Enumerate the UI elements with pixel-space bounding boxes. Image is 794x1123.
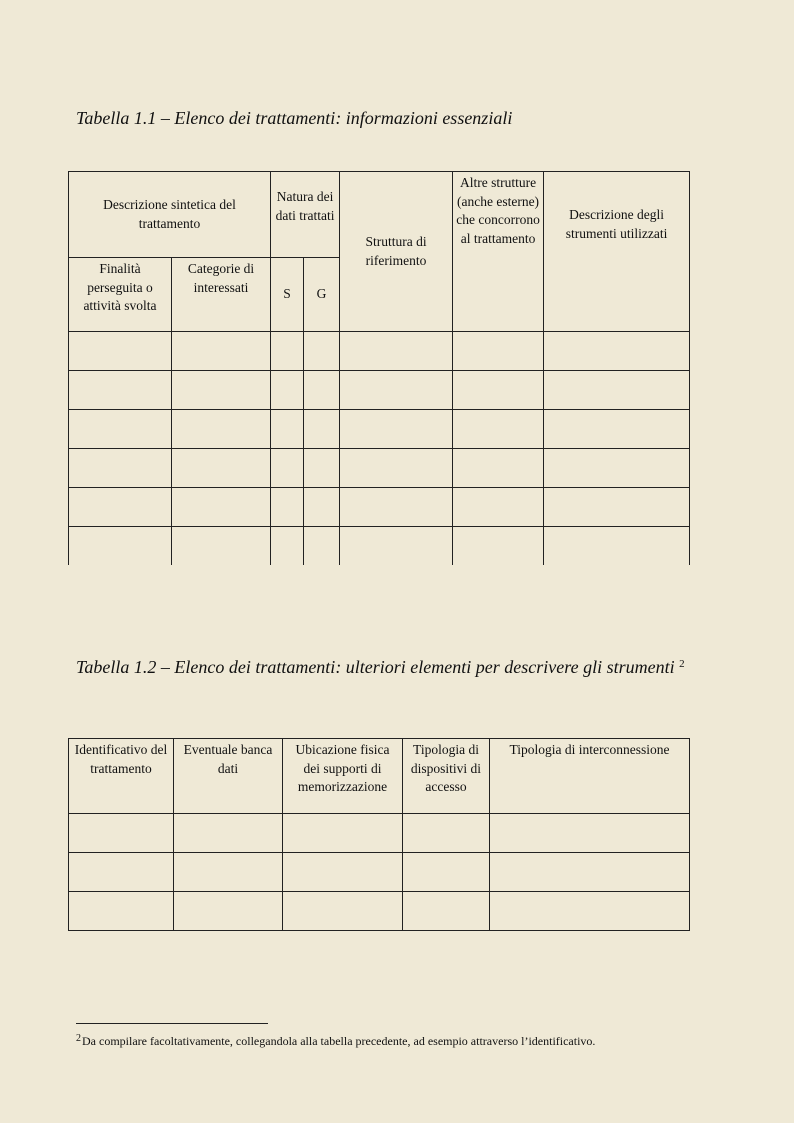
table-cell[interactable] <box>283 892 403 931</box>
table2-caption-text: Tabella 1.2 – Elenco dei trattamenti: ulteriori elementi per descrivere gli strumenti <box>76 657 675 677</box>
header-banca-dati: Eventuale banca dati <box>174 739 283 814</box>
table-row <box>69 527 690 566</box>
header-categorie: Categorie di interessati <box>172 258 271 332</box>
table-cell[interactable] <box>69 332 172 371</box>
table-cell[interactable] <box>172 449 271 488</box>
table-cell[interactable] <box>544 332 690 371</box>
table-cell[interactable] <box>453 371 544 410</box>
table-cell[interactable] <box>69 488 172 527</box>
footnote <box>76 1031 595 1049</box>
table-cell[interactable] <box>271 371 304 410</box>
table-cell[interactable] <box>174 853 283 892</box>
table-cell[interactable] <box>453 488 544 527</box>
table-cell[interactable] <box>283 853 403 892</box>
table-cell[interactable] <box>69 410 172 449</box>
table-cell[interactable] <box>304 371 340 410</box>
table-cell[interactable] <box>172 332 271 371</box>
table-cell[interactable] <box>453 410 544 449</box>
header-descrizione: Descrizione sintetica del trattamento <box>69 172 271 258</box>
table-row <box>69 371 690 410</box>
table-row <box>69 449 690 488</box>
table-cell[interactable] <box>304 332 340 371</box>
table-cell[interactable] <box>271 449 304 488</box>
table-cell[interactable] <box>271 488 304 527</box>
table-cell[interactable] <box>340 527 453 566</box>
footnote-text: Da compilare facoltativamente, collegandola alla tabella precedente, ad esempio attraverso l’identificativo. <box>82 1034 596 1048</box>
header-altre-strutture: Altre strutture (anche esterne) che concorrono al trattamento <box>453 172 544 332</box>
table-cell[interactable] <box>544 410 690 449</box>
footnote-number: 2 <box>76 1033 81 1044</box>
table-cell[interactable] <box>453 449 544 488</box>
table-cell[interactable] <box>403 814 490 853</box>
table-cell[interactable] <box>283 814 403 853</box>
table-trattamenti-essenziali <box>68 171 690 565</box>
table-cell[interactable] <box>544 527 690 566</box>
table-cell[interactable] <box>271 332 304 371</box>
header-natura: Natura dei dati trattati <box>271 172 340 258</box>
table-cell[interactable] <box>271 527 304 566</box>
table-cell[interactable] <box>69 449 172 488</box>
table-cell[interactable] <box>544 488 690 527</box>
header-tipologia-interconnessione: Tipologia di interconnessione <box>490 739 690 814</box>
table-cell[interactable] <box>69 371 172 410</box>
table-row <box>69 892 690 931</box>
table-cell[interactable] <box>69 853 174 892</box>
footnote-divider <box>76 1023 268 1024</box>
header-strumenti: Descrizione degli strumenti utilizzati <box>544 172 690 332</box>
table-cell[interactable] <box>453 527 544 566</box>
table-cell[interactable] <box>340 410 453 449</box>
footnote-reference: 2 <box>679 658 685 670</box>
table-cell[interactable] <box>69 527 172 566</box>
table-strumenti <box>68 738 690 931</box>
table-row <box>69 814 690 853</box>
table-cell[interactable] <box>403 853 490 892</box>
header-s: S <box>271 258 304 332</box>
header-identificativo: Identificativo del trattamento <box>69 739 174 814</box>
header-finalita: Finalità perseguita o attività svolta <box>69 258 172 332</box>
table-cell[interactable] <box>304 449 340 488</box>
table-cell[interactable] <box>490 853 690 892</box>
table-cell[interactable] <box>304 527 340 566</box>
table-cell[interactable] <box>174 892 283 931</box>
table-cell[interactable] <box>69 892 174 931</box>
table-cell[interactable] <box>340 371 453 410</box>
table-cell[interactable] <box>340 332 453 371</box>
table-row <box>69 410 690 449</box>
table-cell[interactable] <box>271 410 304 449</box>
table-cell[interactable] <box>172 410 271 449</box>
table-row <box>69 853 690 892</box>
table2-caption <box>76 653 716 678</box>
table-cell[interactable] <box>453 332 544 371</box>
table-cell[interactable] <box>172 488 271 527</box>
table-cell[interactable] <box>304 410 340 449</box>
header-struttura: Struttura di riferimento <box>340 172 453 332</box>
table-cell[interactable] <box>174 814 283 853</box>
table-cell[interactable] <box>544 371 690 410</box>
table-row <box>69 332 690 371</box>
table-cell[interactable] <box>544 449 690 488</box>
header-tipologia-dispositivi: Tipologia di dispositivi di accesso <box>403 739 490 814</box>
table-cell[interactable] <box>304 488 340 527</box>
header-g: G <box>304 258 340 332</box>
table-cell[interactable] <box>340 449 453 488</box>
table-cell[interactable] <box>172 527 271 566</box>
table-row <box>69 488 690 527</box>
table-cell[interactable] <box>490 892 690 931</box>
table-cell[interactable] <box>403 892 490 931</box>
table-cell[interactable] <box>69 814 174 853</box>
table-cell[interactable] <box>340 488 453 527</box>
table1-caption: Tabella 1.1 – Elenco dei trattamenti: informazioni essenziali <box>76 108 513 128</box>
table-cell[interactable] <box>490 814 690 853</box>
header-ubicazione: Ubicazione fisica dei supporti di memorizzazione <box>283 739 403 814</box>
table-cell[interactable] <box>172 371 271 410</box>
